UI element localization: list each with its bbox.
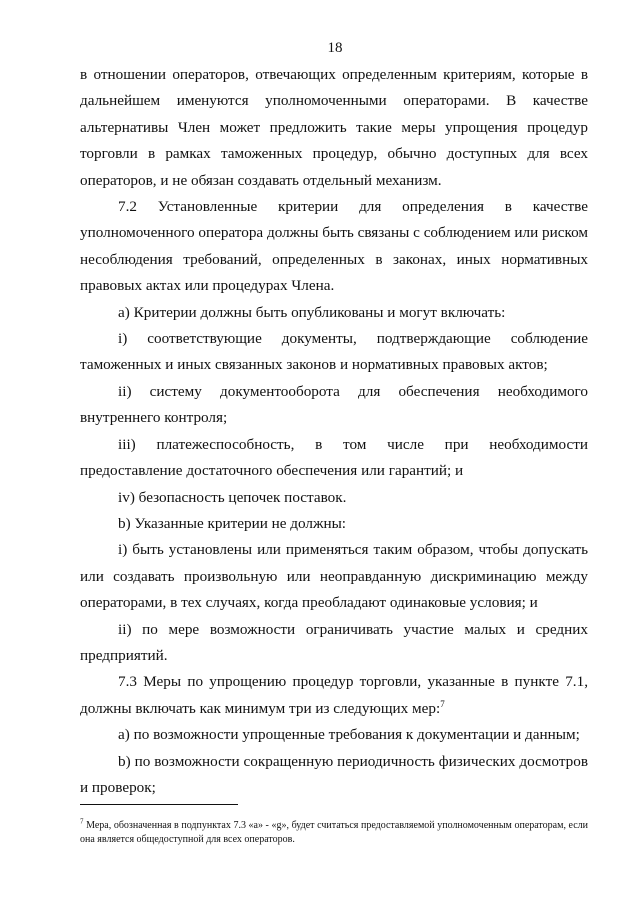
paragraph-7-2-a: а) Критерии должны быть опубликованы и могут включать:	[118, 303, 506, 321]
paragraph-continuation: в отношении операторов, отвечающих определенным критериям, которые в дальнейшем именуются уполномоченными операторами. В качестве альтернативы Член может предложить такие меры упрощения процедур торговли в рамках таможенных процедур, обычно доступных для всех операторов, и не обязан создавать отдельный механизм.	[80, 66, 588, 189]
paragraph-7-2-a-i: i) соответствующие документы, подтверждающие соблюдение таможенных и иных связанных законов и нормативных правовых актов;	[80, 330, 588, 374]
paragraph-7-2-a-ii: ii) систему документооборота для обеспечения необходимого внутреннего контроля;	[80, 382, 588, 427]
footnote-text: Мера, обозначенная в подпунктах 7.3 «а» - «g», будет считаться предоставляемой уполномоченным операторам, если она является общедоступной для всех операторов.	[80, 820, 588, 845]
paragraph-7-2-b: b) Указанные критерии не должны:	[118, 514, 347, 532]
paragraph-7-2-b-i: i) быть установлены или применяться таким образом, чтобы допускать или создавать произвольную или неоправданную дискриминацию между операторами, в тех случаях, когда преобладают одинаковые условия; и	[80, 541, 588, 612]
paragraph-7-3	[80, 669, 588, 722]
paragraph-7-2: 7.2 Установленные критерии для определения в качестве уполномоченного оператора должны быть связаны с соблюдением или риском несоблюдения требований, определенных в законах, иных нормативных правовых актах или процедурах Члена.	[80, 198, 589, 295]
paragraph-7-2-a-iii: iii) платежеспособность, в том числе при необходимости предоставление достаточного обеспечения или гарантий; и	[80, 435, 588, 480]
footnote	[80, 819, 588, 847]
paragraph-7-3-text: 7.3 Меры по упрощению процедур торговли, указанные в пункте 7.1, должны включать как минимум три из следующих мер:	[80, 673, 588, 717]
footnote-reference: 7	[440, 698, 445, 709]
paragraph-7-3-b: b) по возможности сокращенную периодичность физических досмотров и проверок;	[80, 752, 588, 796]
paragraph-7-2-b-ii: ii) по мере возможности ограничивать участие малых и средних предприятий.	[80, 620, 588, 664]
footnote-marker: 7	[80, 817, 84, 826]
document-body	[80, 62, 588, 801]
paragraph-7-2-a-iv: iv) безопасность цепочек поставок.	[118, 488, 347, 506]
footnote-separator	[80, 804, 238, 805]
paragraph-7-3-a: а) по возможности упрощенные требования к документации и данным;	[118, 726, 580, 744]
page-number: 18	[327, 40, 343, 56]
